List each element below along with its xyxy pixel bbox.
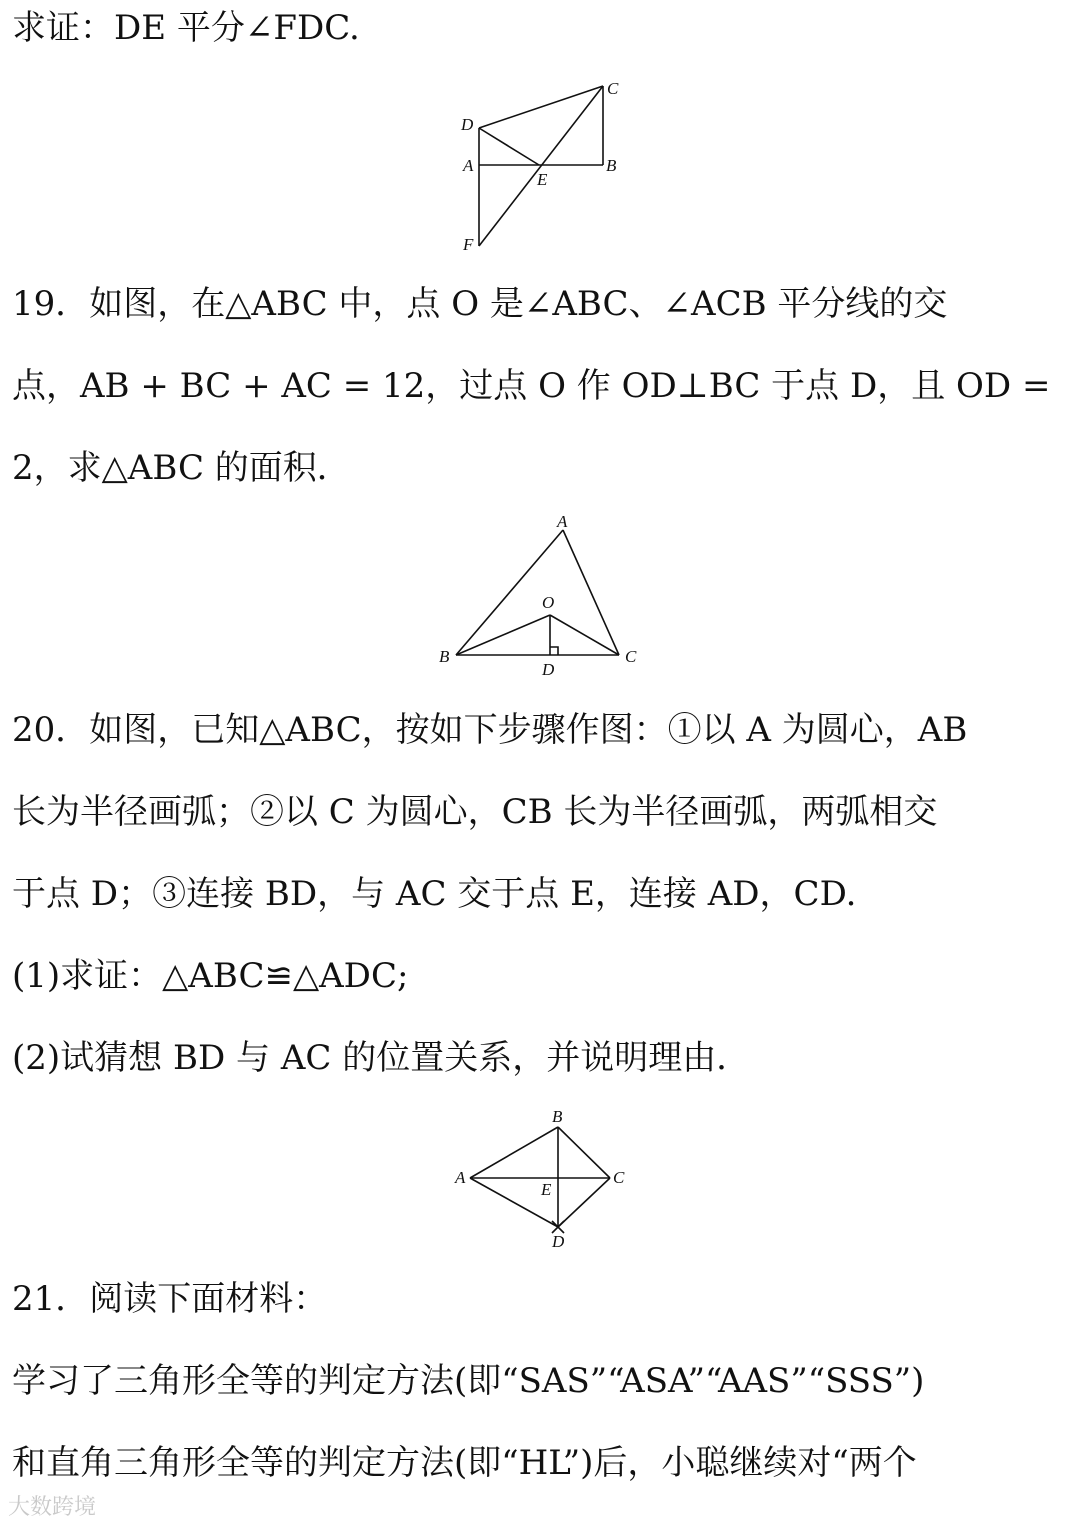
line-20-5: (2)试猜想 BD 与 AC 的位置关系，并说明理由． [12, 1038, 751, 1078]
line-21-2: 学习了三角形全等的判定方法(即“SAS”“ASA”“AAS”“SSS”) [12, 1361, 925, 1401]
label-D: D [542, 660, 555, 679]
segment-CO [550, 615, 619, 655]
label-C: C [613, 1168, 625, 1187]
watermark: 大数跨境 [8, 1495, 97, 1520]
label-C: C [625, 647, 637, 666]
line-20-2: 长为半径画弧；②以 C 为圆心，CB 长为半径画弧，两弧相交 [12, 792, 938, 832]
segment-CF [479, 86, 603, 246]
segment-DE [479, 128, 539, 165]
segment-AB [470, 1127, 558, 1178]
line-20-1: 20．如图，已知△ABC，按如下步骤作图：①以 A 为圆心，AB [12, 710, 968, 750]
figure-20 [452, 1105, 632, 1255]
figure-18 [455, 78, 630, 258]
line-21-1: 21．阅读下面材料： [12, 1279, 328, 1319]
label-A: A [557, 515, 568, 531]
segment-CD [558, 1178, 610, 1227]
segment-BO [456, 615, 550, 655]
label-B: B [439, 647, 450, 666]
label-A: A [455, 1168, 466, 1187]
line-19-3: 2，求△ABC 的面积． [12, 448, 351, 488]
segment-DC [479, 86, 603, 128]
line-20-4: (1)求证：△ABC≌△ADC; [12, 956, 409, 996]
label-B: B [552, 1107, 563, 1126]
label-B: B [606, 156, 617, 175]
label-E: E [541, 1180, 552, 1199]
line-19-1: 19．如图，在△ABC 中，点 O 是∠ABC、∠ACB 平分线的交 [12, 284, 948, 324]
line-1: 求证：DE 平分∠FDC. [12, 8, 360, 48]
label-D: D [552, 1232, 565, 1251]
label-F: F [463, 235, 474, 254]
label-E: E [537, 170, 548, 189]
line-21-3: 和直角三角形全等的判定方法(即“HL”)后，小聪继续对“两个 [12, 1443, 917, 1483]
label-C: C [607, 79, 619, 98]
line-20-3: 于点 D；③连接 BD，与 AC 交于点 E，连接 AD，CD. [12, 874, 857, 914]
label-D: D [461, 115, 474, 134]
right-angle-mark [550, 647, 558, 655]
label-A: A [463, 156, 474, 175]
label-O: O [542, 593, 555, 612]
line-19-2: 点，AB + BC + AC = 12，过点 O 作 OD⊥BC 于点 D，且 OD = [12, 366, 1051, 406]
segment-BC [558, 1127, 610, 1178]
segment-AC [563, 530, 619, 655]
figure-19 [436, 515, 646, 680]
